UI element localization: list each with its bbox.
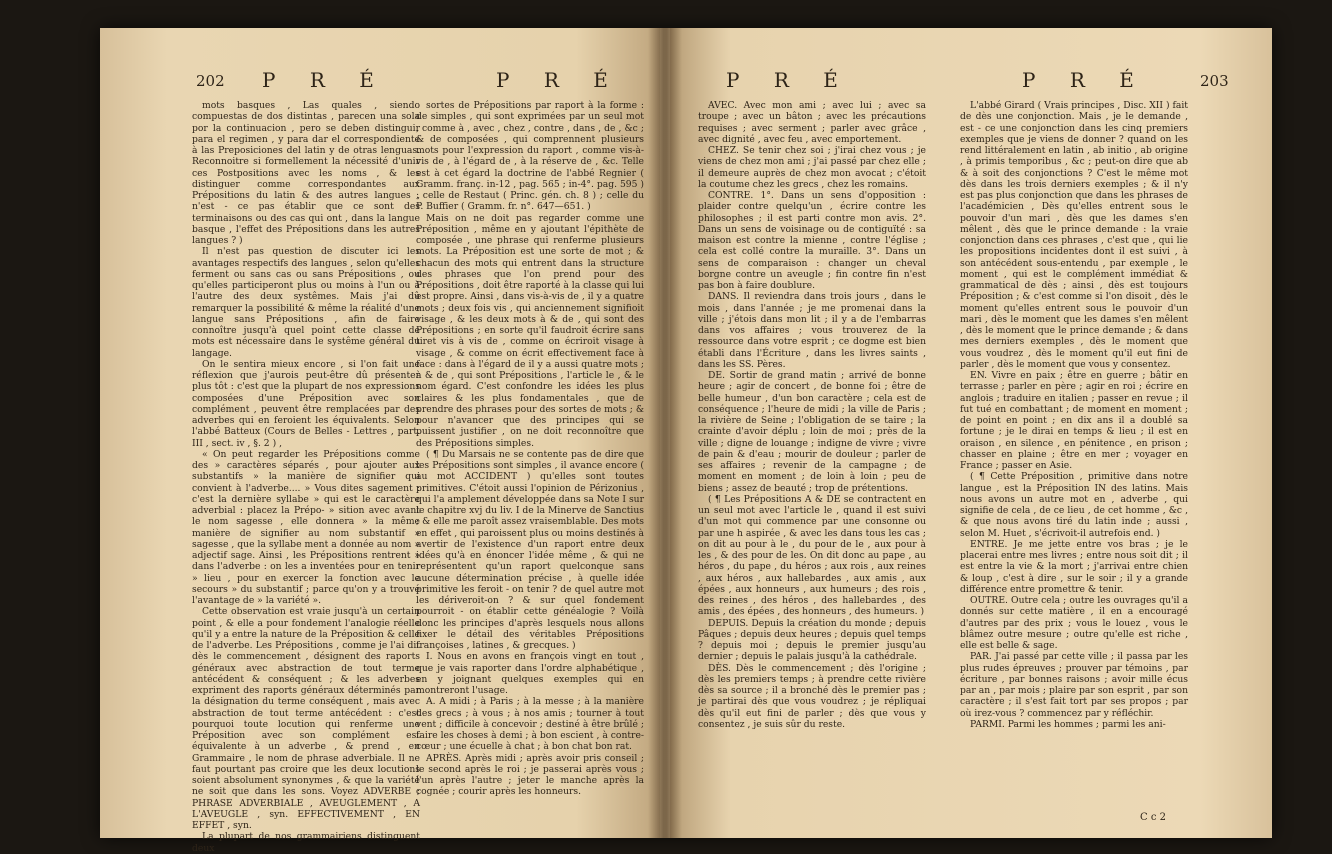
- paragraph: APRÈS. Après midi ; après avoir pris conseil ; le second après le roi ; je passerai après vous ; l'un après l'autre ; jeter le manche après la cognée ; courir après les honneurs.: [416, 752, 644, 798]
- left-header: [100, 68, 660, 98]
- paragraph: CHEZ. Se tenir chez soi ; j'irai chez vous ; je viens de chez mon ami ; j'ai passé par chez elle ; il demeure auprès de chez mon avocat ; c'étoit la coutume chez les grecs , chez les romains.: [698, 145, 926, 190]
- right-header: [670, 68, 1272, 98]
- paragraph: ENTRE. Je me jette entre vos bras ; je le placerai entre mes livres ; entre nous soit dit ; il est entre la vie & la mort ; j'arrivai entre chien & loup , c'est à dire , sur le soir ; il y a grande différence entre promettre & tenir.: [960, 538, 1188, 595]
- paragraph: On le sentira mieux encore , si l'on fait une réflexion que j'aurois peut-être dû présenter plus tôt : c'est que la plupart de nos expressions composées d'une Préposition avec son complément , peuvent être remplacées par des adverbes qui en feroient les équivalents. Selon l'abbé Batteux (Cours de Belles - Lettres , part. III , sect. iv , §. 2 ) ,: [192, 358, 420, 449]
- paragraph: EN. Vivre en paix ; être en guerre ; bâtir en terrasse ; parler en père ; agir en roi ; écrire en anglois ; traduire en italien ; passer en revue ; il fut tué en combattant ; de moment en moment ; de point en point ; en dix ans il a doublé sa fortune ; je le dirai en temps & lieu ; il est en oraison , en silence , en pénitence , en prison ; chasser en plaine ; être en mer ; voyager en France ; passer en Asie.: [960, 370, 1188, 471]
- right-running-head: P R É: [726, 68, 852, 92]
- paragraph: AVEC. Avec mon ami ; avec lui ; avec sa troupe ; avec un bâton ; avec les précautions requises ; avec serment ; parler avec grâce , avec dignité , avec feu , avec emportement.: [698, 100, 926, 145]
- paragraph: Cette observation est vraie jusqu'à un certain point , & elle a pour fondement l'analogie réelle qu'il y a entre la nature de la Préposition & celle de l'adverbe. Les Prépositions , comme je l'ai dit dès le commencement , désignent des raports généraux avec abstraction de tout terme antécédent & conséquent ; & les adverbes expriment des raports généraux déterminés par la désignation du terme conséquent , mais avec abstraction de tout terme antécédent : c'est pourquoi toute locution qui renferme une Préposition avec son complément est équivalente à un adverbe , & prend , en Grammaire , le nom de phrase adverbiale. Il ne faut pourtant pas croire que les deux locutions soient absolument synonymes , & que la variété ne soit que dans les sons. Voyez ADVERBE ; PHRASE ADVERBIALE , AVEUGLEMENT , A L'AVEUGLE , syn. EFFECTIVEMENT , EN EFFET , syn.: [192, 606, 420, 831]
- paragraph: ( ¶ Cette Préposition , primitive dans notre langue , est la Préposition IN des latins. Mais nous avons un autre mot en , adverbe , qui signifie de cela , de ce lieu , de cet homme , &c , & que nous avons tiré du latin inde ; aussi , selon M. Huet , s'écrivoit-il autrefois end. ): [960, 471, 1188, 539]
- paragraph: DE. Sortir de grand matin ; arrivé de bonne heure ; agir de concert , de bonne foi ; être de belle humeur , d'un bon caractère ; cela est de conséquence ; l'heure de midi ; la ville de Paris ; la rivière de Seine ; l'obligation de se taire ; la crainte d'avoir déplu ; loin de moi ; près de la ville ; digne de louange ; indigne de vivre ; vivre de pain & d'eau ; mourir de douleur ; parler de ses affaires ; revenir de la campagne ; de moment en moment ; de loin à loin ; peu de biens ; assez de beauté ; trop de prétentions.: [698, 370, 926, 494]
- left-page: [100, 28, 660, 854]
- paragraph: PAR. J'ai passé par cette ville ; il passa par les plus rudes épreuves ; prouver par témoins , par écriture , par bonnes raisons ; avoir mille écus par an , par mois ; plaire par son esprit , par son caractère ; il s'est fait tort par ses propos ; par où irez-vous ? commencez par y réfléchir.: [960, 651, 1188, 719]
- right-page: [670, 28, 1272, 838]
- paragraph: I. Nous en avons en françois vingt en tout , que je vais raporter dans l'ordre alphabétique , en y joignant quelques exemples qui en montreront l'usage.: [416, 651, 644, 696]
- paragraph: DEPUIS. Depuis la création du monde ; depuis Pâques ; depuis deux heures ; depuis quel temps ? depuis moi ; depuis le premier jusqu'au dernier ; depuis le palais jusqu'à la cathédrale.: [698, 617, 926, 663]
- left-column-2: [416, 100, 644, 798]
- left-running-head: P R É: [262, 68, 388, 92]
- signature-mark: C c 2: [1140, 812, 1166, 823]
- paragraph: DANS. Il reviendra dans trois jours , dans le mois , dans l'année ; je me promenai dans la ville ; j'étois dans mon lit ; il y a de l'embarras dans vos affaires ; vous trouverez de la ressource dans votre esprit ; ce dogme est bien établi dans l'Écriture , dans les livres saints , dans les SS. Pères.: [698, 291, 926, 370]
- paragraph: La plupart de nos grammairiens distinguent deux: [192, 831, 420, 854]
- paragraph: OUTRE. Outre cela ; outre les ouvrages qu'il a donnés sur cette matière , il en a encouragé d'autres par des prix ; vous le louez , vous le blâmez outre mesure ; outre qu'elle est riche , elle est belle & sage.: [960, 595, 1188, 651]
- open-book: [100, 28, 1272, 854]
- left-page-number: 202: [196, 72, 225, 90]
- right-column-2: [960, 100, 1188, 730]
- paragraph: ( ¶ Les Prépositions A & DE se contractent en un seul mot avec l'article le , quand il est suivi d'un mot qui commence par une consonne ou par une h aspirée , & avec les dans tous les cas ; on dit au pour à le , du pour de le , aux pour à les , & des pour de les. On dit donc au pape , au héros , du pape , du héros ; aux rois , aux reines , aux héros , aux hallebardes , aux amis , aux épées , aux honneurs , aux humeurs ; des rois , des reines , des héros , des hallebardes , des amis , des épées , des honneurs , des humeurs. ): [698, 493, 926, 618]
- right-page-number: 203: [1200, 72, 1229, 90]
- paragraph: ( ¶ Du Marsais ne se contente pas de dire que les Prépositions sont simples , il avance encore ( au mot ACCIDENT ) qu'elles sont toutes primitives. C'étoit aussi l'opinion de Périzonius , qui l'a amplement développée dans sa Note I sur le chapitre xvj du liv. I de la Minerve de Sanctius ; & elle me paroît assez vraisemblable. Des mots en effet , qui paroissent plus ou moins destinés à avertir de l'existence d'un raport entre deux idées qu'à en énoncer l'idée même , & qui ne représentent qu'un raport quelconque sans aucune détermination précise , à quelle idée primitive les feroit - on tenir ? de quel autre mot les dériveroit-on ? & sur quel fondement pourroit - on établir cette généalogie ? Voilà donc les principes d'après lesquels nous allons fixer le détail des véritables Prépositions françoises , latines , & grecques. ): [416, 448, 645, 651]
- paragraph: A. A midi ; à Paris ; à la messe ; à la manière des grecs ; à vous ; à nos amis ; tourner à tout vent ; difficile à concevoir ; destiné à être brûlé ; faire les choses à demi ; à bon escient , à contre-cœur ; une écuelle à chat ; à bon chat bon rat.: [416, 696, 644, 753]
- book-gutter: [648, 28, 682, 838]
- paragraph: « On peut regarder les Prépositions comme des » caractères séparés , pour ajouter aux substantifs » la manière de signifier qui convient à l'adverbe.... » Vous dites sagement : c'est la dernière syllabe » qui est le caractère adverbial : placez la Prépo- » sition avec avant le nom sagesse , elle donnera » la même manière de signifier au nom substantif » sagesse , que la syllabe ment a donnée au nom » adjectif sage. Ainsi , les Prépositions rentrent » dans l'adverbe : on les a inventées pour en tenir » lieu , pour en exercer la fonction avec le secours » du substantif ; parce qu'on y a trouvé l'avantage de » la variété ».: [192, 448, 420, 606]
- left-running-head-2: P R É: [496, 68, 622, 92]
- left-column-1: [192, 100, 420, 854]
- paragraph: Il n'est pas question de discuter ici les avantages respectifs des langues , selon qu'elles ferment ou sans cas ou sans Prépositions , ou qu'elles participeront plus ou moins à l'un ou à l'autre des deux systêmes. Mais j'ai dû remarquer la possibilité & même la réalité d'une langue sans Prépositions , afin de faire connoître jusqu'à quel point cette classe de mots est nécessaire dans le systême général du langage.: [192, 246, 420, 359]
- right-running-head-2: P R É: [1022, 68, 1148, 92]
- paragraph: PARMI. Parmi les hommes ; parmi les ani-: [970, 718, 1166, 730]
- right-column-1: [698, 100, 926, 730]
- paragraph: CONTRE. 1°. Dans un sens d'opposition : plaider contre quelqu'un , écrire contre les philosophes ; il est parti contre mon avis. 2°. Dans un sens de voisinage ou de contiguïté : sa maison est contre la mienne , contre l'église ; cela est collé contre la muraille. 3°. Dans un sens de comparaison : changer un cheval borgne contre un aveugle ; fin contre fin n'est pas bon à faire doublure.: [698, 190, 926, 291]
- paragraph: Mais on ne doit pas regarder comme une Préposition , même en y ajoutant l'épithète de composée , une phrase qui renferme plusieurs mots. La Préposition est une sorte de mot ; & chacun des mots qui entrent dans la structure des phrases que l'on prend pour des Prépositions , doit être raporté à la classe qui lui est propre. Ainsi , dans vis-à-vis de , il y a quatre mots ; deux fois vis , qui anciennement signifioit visage , & les deux mots à & de , qui sont des Prépositions ; en sorte qu'il faudroit écrire sans tiret vis à vis de , comme on écriroit visage à visage , & comme on écrit effectivement face à face : dans à l'égard de il y a aussi quatre mots ; à & de , qui sont Prépositions , l'article le , & le nom égard. C'est confondre les idées les plus claires & les plus fondamentales , que de prendre des phrases pour des sortes de mots ; & pour n'avancer que des principes qui se puissent justifier , on ne doit reconnoître que des Prépositions simples.: [416, 212, 644, 449]
- paragraph: mots basques , Las quales , siendo compuestas de dos distintas , parecen una sola por la continuacion , pero se deben distinguir para el regimen , y para dar el correspondiente à las Preposiciones del latin y de otras lenguas. Reconnoitre si formellement la nécessité d'unir ces Postpositions avec les noms , & les distinguer comme correspondantes aux Prépositions du latin & des autres langues , n'est - ce pas établir que ce sont des terminaisons ou des cas qui ont , dans la langue basque , l'effet des Prépositions dans les autres langues ? ): [192, 100, 420, 246]
- paragraph: L'abbé Girard ( Vrais principes , Disc. XII ) fait de dès une conjonction. Mais , je le demande , est - ce une conjonction dans les cinq premiers exemples que je viens de donner ? quand on les rend littéralement en latin , ab initio , ab origine , à primis temporibus , &c ; peut-on dire que ab & à soit des conjonctions ? C'est le même mot dès dans les trois derniers exemples ; & il n'y est pas plus conjonction que dans les phrases de l'académicien , Dès qu'elles entrent sous le pouvoir d'un mari , dès que les dames s'en mêlent , dès que le prince demande : la vraie conjonction dans ces phrases , c'est que , qui lie les propositions incidentes dont il est suivi , à son antécédent sous-entendu , par exemple , le moment , qui est le complément immédiat & grammatical de dès ; ainsi , dès est toujours Préposition ; & c'est comme si l'on disoit , dès le moment qu'elles entrent sous le pouvoir d'un mari , dès le moment que les dames s'en mêlent , dès le moment que le prince demande ; & dans mes derniers exemples , dès le moment que vous voudrez , dès le moment qu'il eut fini de parler , dès le moment que vous y consentez.: [960, 100, 1188, 370]
- paragraph: sortes de Prépositions par raport à la forme : de simples , qui sont exprimées par un seul mot , comme à , avec , chez , contre , dans , de , &c ; & de composées , qui comprennent plusieurs mots pour l'expression du raport , comme vis-à-vis de , à l'égard de , à la réserve de , &c. Telle est à cet égard la doctrine de l'abbé Regnier ( Gramm. franç. in-12 , pag. 565 ; in-4°. pag. 595 ) ; celle de Restaut ( Princ. gén. ch. 8 ) ; celle du P. Buffier ( Gramm. fr. n°. 647—651. ): [416, 100, 644, 213]
- paragraph: DÈS. Dès le commencement ; dès l'origine ; dès les premiers temps ; à prendre cette rivière dès sa source ; il a bronché dès le premier pas ; je partirai dès que vous voudrez ; je répliquai dès qu'il eut fini de parler ; dès que vous y consentez , je suis sûr du reste.: [698, 662, 926, 730]
